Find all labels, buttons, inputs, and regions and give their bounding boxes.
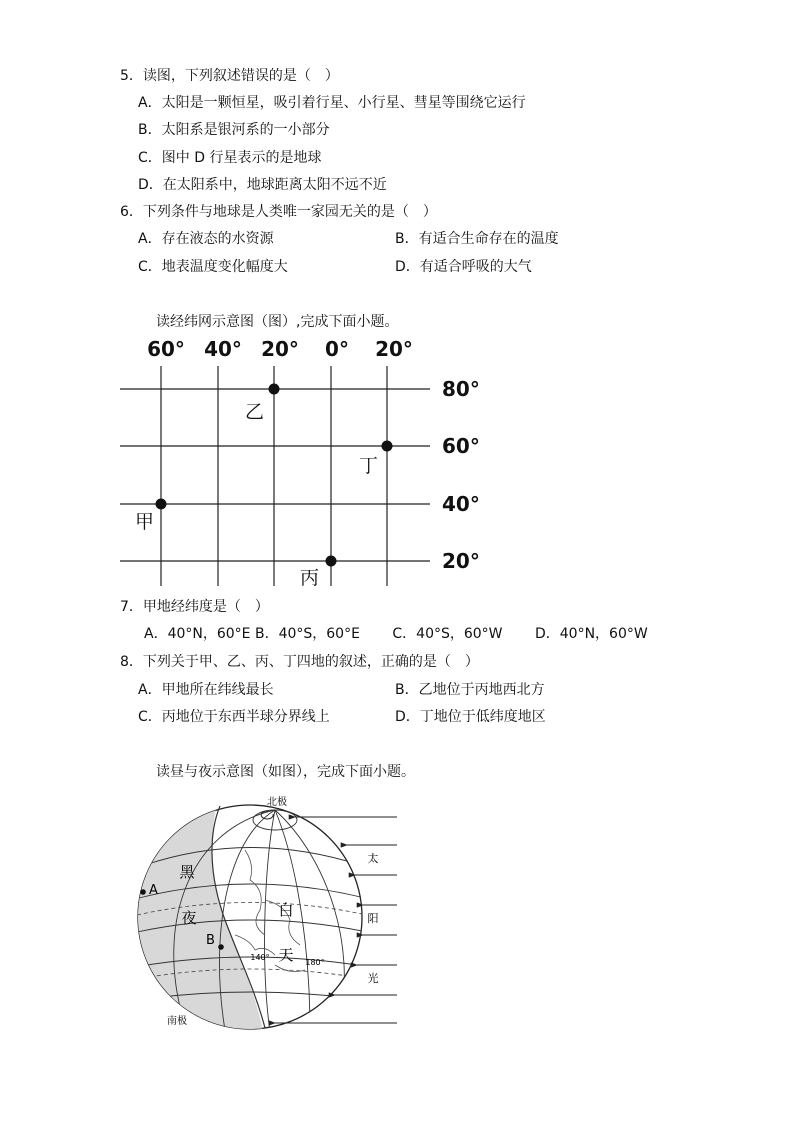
question-5-stem: 5．读图，下列叙述错误的是（ ）	[120, 68, 339, 84]
point-b-marker	[218, 944, 224, 950]
lon-label-40: 40°	[204, 337, 242, 361]
q6-option-a: A．存在液态的水资源	[138, 231, 274, 247]
lon-label-20-east: 20°	[375, 337, 413, 361]
q5-option-b: B．太阳系是银河系的一小部分	[138, 122, 330, 138]
q8-option-c: C．丙地位于东西半球分界线上	[138, 709, 330, 725]
meridian-140-label: 140°	[250, 953, 270, 962]
question-7-stem: 7．甲地经纬度是（ ）	[120, 599, 269, 615]
point-bing-marker	[326, 556, 337, 567]
sunlight-char-1: 太	[367, 852, 379, 865]
parallel-lines	[120, 389, 430, 561]
lat-label-40: 40°	[442, 492, 480, 516]
meridian-180-label: 180°	[305, 958, 325, 967]
night-char-2: 夜	[181, 909, 197, 927]
point-a-marker	[140, 889, 146, 895]
q8-option-d: D．丁地位于低纬度地区	[395, 709, 546, 725]
day-night-globe-figure	[125, 790, 415, 1040]
lat-lon-grid-figure	[110, 330, 490, 592]
q6-option-b: B．有适合生命存在的温度	[395, 231, 559, 247]
q8-option-b: B．乙地位于丙地西北方	[395, 682, 545, 698]
lon-label-0: 0°	[325, 337, 349, 361]
sunlight-char-3: 光	[367, 972, 379, 985]
grid-intro: 读经纬网示意图（图）,完成下面小题。	[156, 314, 399, 330]
point-ding-marker	[382, 441, 393, 452]
q7-options: A．40°N，60°E B．40°S，60°E C．40°S，60°W D．40°N，60°W	[144, 626, 648, 642]
lat-label-80: 80°	[442, 377, 480, 401]
globe-intro: 读昼与夜示意图（如图），完成下面小题。	[156, 764, 415, 780]
day-char-1: 白	[278, 901, 294, 919]
point-bing-label: 丙	[300, 567, 320, 589]
meridian-lines	[161, 366, 387, 586]
question-6-stem: 6．下列条件与地球是人类唯一家园无关的是（ ）	[120, 204, 437, 220]
lon-label-20-west: 20°	[261, 337, 299, 361]
q5-option-c: C．图中 D 行星表示的是地球	[138, 150, 322, 166]
question-8-stem: 8．下列关于甲、乙、丙、丁四地的叙述，正确的是（ ）	[120, 654, 479, 670]
q6-option-c: C．地表温度变化幅度大	[138, 259, 288, 275]
q5-option-d: D．在太阳系中，地球距离太阳不远不近	[138, 177, 387, 193]
point-yi-label: 乙	[245, 401, 265, 423]
q5-option-a: A．太阳是一颗恒星，吸引着行星、小行星、彗星等围绕它运行	[138, 95, 526, 111]
night-char-1: 黑	[179, 863, 195, 881]
south-pole-label: 南极	[167, 1016, 187, 1027]
q8-option-a: A．甲地所在纬线最长	[138, 682, 274, 698]
north-pole-label: 北极	[267, 797, 287, 808]
point-ding-label: 丁	[359, 455, 379, 477]
point-yi-marker	[269, 384, 280, 395]
point-jia-label: 甲	[135, 511, 155, 533]
q6-option-d: D．有适合呼吸的大气	[395, 259, 532, 275]
point-b-label: B	[206, 933, 215, 948]
point-jia-marker	[156, 499, 167, 510]
lon-label-60: 60°	[147, 337, 185, 361]
sunlight-char-2: 阳	[367, 912, 379, 925]
lat-label-60: 60°	[442, 434, 480, 458]
day-char-2: 天	[278, 946, 294, 964]
point-a-label: A	[149, 883, 158, 898]
lat-label-20: 20°	[442, 549, 480, 573]
